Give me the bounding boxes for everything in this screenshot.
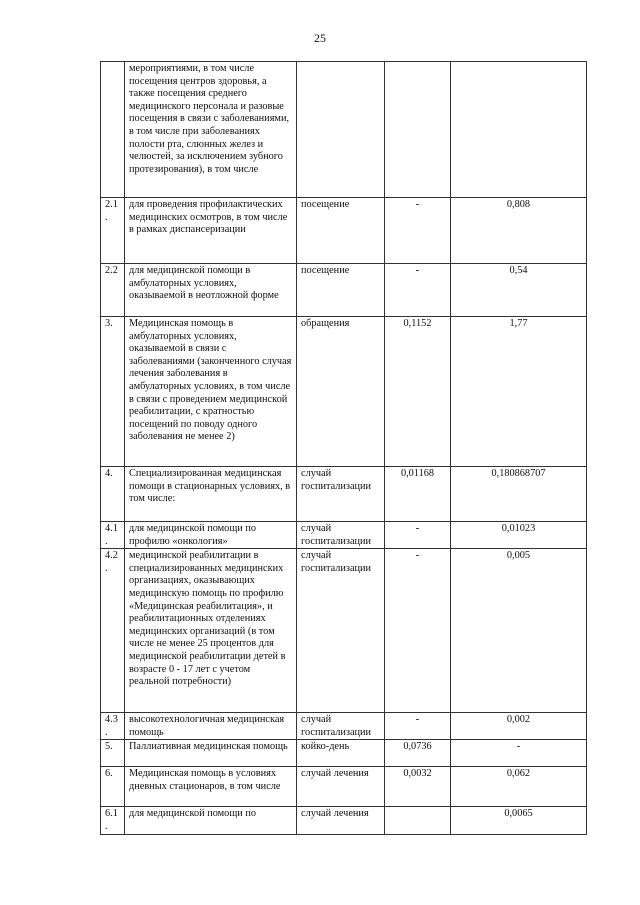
row-name: для медицинской помощи по [125,807,297,834]
table-row [101,317,587,467]
table-row [101,713,587,740]
row-unit: случай госпитализации [297,713,385,740]
row-norm-a [385,807,451,834]
row-number [101,62,125,198]
row-norm-a [385,62,451,198]
row-unit: случай госпитализации [297,549,385,713]
row-unit: обращения [297,317,385,467]
row-norm-a: - [385,522,451,549]
row-norm-a: 0,0736 [385,740,451,767]
row-name: для медицинской помощи в амбулаторных условиях, оказываемой в неотложной форме [125,264,297,317]
row-norm-b: 0,54 [451,264,587,317]
table-row [101,767,587,807]
row-norm-b: 1,77 [451,317,587,467]
row-unit: случай лечения [297,767,385,807]
row-number: 5. [101,740,125,767]
row-unit: случай лечения [297,807,385,834]
row-name: Медицинская помощь в условиях дневных стационаров, в том числе [125,767,297,807]
table-row [101,549,587,713]
row-name: Специализированная медицинская помощи в стационарных условиях, в том числе: [125,467,297,522]
row-norm-b: 0,808 [451,198,587,264]
row-norm-a: - [385,198,451,264]
row-number: 2.1. [101,198,125,264]
row-unit: посещение [297,264,385,317]
table-row [101,264,587,317]
table-row [101,62,587,198]
row-norm-b: - [451,740,587,767]
row-name: для медицинской помощи по профилю «онкология» [125,522,297,549]
row-number: 6.1. [101,807,125,834]
row-unit: случай госпитализации [297,522,385,549]
page-number: 25 [314,31,326,45]
row-norm-b: 0,0065 [451,807,587,834]
table-row [101,807,587,834]
table-row [101,740,587,767]
row-number: 6. [101,767,125,807]
row-norm-a: 0,01168 [385,467,451,522]
row-name: для проведения профилактических медицинских осмотров, в том числе в рамках диспансеризации [125,198,297,264]
row-name: медицинской реабилитации в специализированных медицинских организациях, оказывающих медицинскую помощь по профилю «Медицинская реабилитация», и реабилитационных отделениях медицинских организаций (в том числе не менее 25 процентов для медицинской реабилитации детей в возрасте 0 - 17 лет с учетом реальной потребности) [125,549,297,713]
row-name: высокотехнологичная медицинская помощь [125,713,297,740]
row-number: 4.2. [101,549,125,713]
row-norm-a: - [385,264,451,317]
row-unit: посещение [297,198,385,264]
row-name: мероприятиями, в том числе посещения центров здоровья, а также посещения среднего медицинского персонала и разовые посещения в связи с заболеваниями, в том числе при заболеваниях полости рта, слюнных желез и челюстей, за исключением зубного протезирования), в том числе [125,62,297,198]
row-norm-a: - [385,549,451,713]
table-row [101,198,587,264]
row-number: 4. [101,467,125,522]
row-unit [297,62,385,198]
row-unit: случай госпитализации [297,467,385,522]
row-number: 4.1. [101,522,125,549]
norms-table [100,61,587,835]
row-name: Паллиативная медицинская помощь [125,740,297,767]
table-row [101,467,587,522]
row-norm-b [451,62,587,198]
row-norm-b: 0,062 [451,767,587,807]
row-number: 4.3. [101,713,125,740]
row-norm-b: 0,005 [451,549,587,713]
row-norm-a: 0,0032 [385,767,451,807]
table-row [101,522,587,549]
row-norm-b: 0,002 [451,713,587,740]
row-norm-b: 0,180868707 [451,467,587,522]
row-norm-a: 0,1152 [385,317,451,467]
row-name: Медицинская помощь в амбулаторных условиях, оказываемой в связи с заболеваниями (законченного случая лечения заболевания в амбулаторных условиях, в том числе в связи с проведением медицинской реабилитации, с кратностью посещений по поводу одного заболевания не менее 2) [125,317,297,467]
row-number: 2.2 [101,264,125,317]
row-norm-b: 0,01023 [451,522,587,549]
row-unit: койко-день [297,740,385,767]
row-norm-a: - [385,713,451,740]
row-number: 3. [101,317,125,467]
